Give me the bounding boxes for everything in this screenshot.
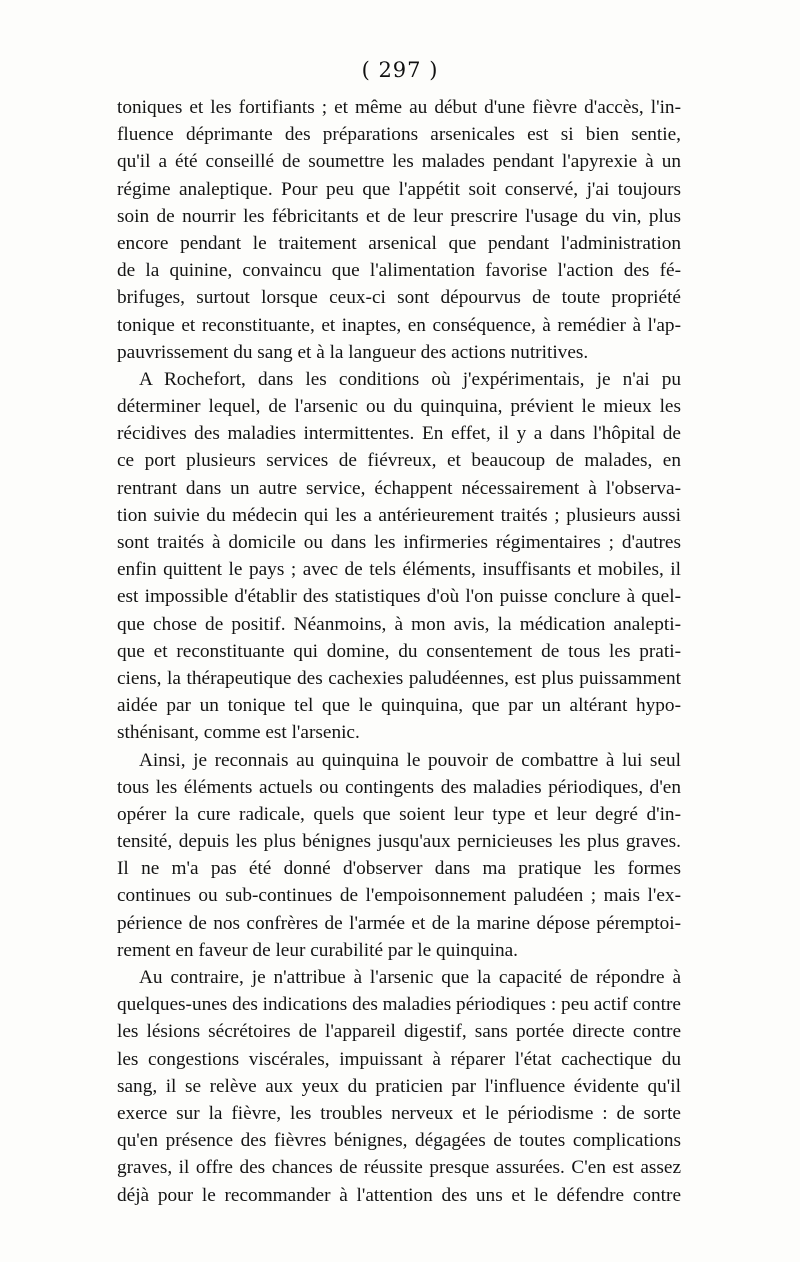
text-line: sang, il se relève aux yeux du praticien par l'influence évidente qu'il [117,1075,681,1097]
text-line: continues ou sub-continues de l'empoisonnement paludéen ; mais l'ex- [117,885,681,907]
text-line: que chose de positif. Néanmoins, à mon avis, la médication analepti- [117,613,681,635]
text-line: déterminer lequel, de l'arsenic ou du quinquina, prévient le mieux les [117,396,681,418]
text-line: brifuges, surtout lorsque ceux-ci sont dépourvus de toute propriété [117,287,681,309]
text-line: qu'il a été conseillé de soumettre les malades pendant l'apyrexie à un [117,151,681,173]
text-line: que et reconstituante qui domine, du consentement de tous les prati- [117,640,681,662]
text-line: soin de nourrir les fébricitants et de leur prescrire l'usage du vin, plus [117,205,681,227]
text-line: toniques et les fortifiants ; et même au début d'une fièvre d'accès, l'in- [117,97,681,118]
text-line: ciens, la thérapeutique des cachexies paludéennes, est plus puissamment [117,667,681,689]
text-line: déjà pour le recommander à l'attention des uns et le défendre contre [117,1184,681,1206]
text-line: sont traités à domicile ou dans les infirmeries régimentaires ; d'autres [117,532,681,553]
text-line: Il ne m'a pas été donné d'observer dans ma pratique les formes [117,858,681,880]
text-line: tensité, depuis les plus bénignes jusqu'aux pernicieuses les plus graves. [117,831,681,853]
paragraph-start-line: A Rochefort, dans les conditions où j'expérimentais, je n'ai pu [139,368,681,390]
text-line: périence de nos confrères de l'armée et de la marine dépose péremptoi- [117,912,681,934]
text-line: encore pendant le traitement arsenical que pendant l'administration [117,232,681,254]
text-line: récidives des maladies intermittentes. En effet, il y a dans l'hôpital de [117,423,681,445]
text-line: qu'en présence des fièvres bénignes, dégagées de toutes complications [117,1130,681,1152]
paragraph-end-line: sthénisant, comme est l'arsenic. [117,722,360,744]
page-number: ( 297 ) [361,58,439,82]
text-line: quelques-unes des indications des maladies périodiques : peu actif contre [117,994,681,1016]
text-line: aidée par un tonique tel que le quinquina, que par un altérant hypo- [117,695,681,717]
text-line: les lésions sécrétoires de l'appareil digestif, sans portée directe contre [117,1021,681,1043]
text-line: ce port plusieurs services de fiévreux, et beaucoup de malades, en [117,450,681,472]
body-text [117,94,681,1209]
paragraph-start-line: Ainsi, je reconnais au quinquina le pouvoir de combattre à lui seul [139,749,681,771]
text-line: tion suivie du médecin qui les a antérieurement traités ; plusieurs aussi [117,504,681,526]
text-line: opérer la cure radicale, quels que soient leur type et leur degré d'in- [117,803,681,825]
text-line: régime analeptique. Pour peu que l'appétit soit conservé, j'ai toujours [117,178,681,200]
text-line: de la quinine, convaincu que l'alimentation favorise l'action des fé- [117,260,681,282]
paragraph-end-line: pauvrissement du sang et à la langueur des actions nutritives. [117,341,589,363]
text-line: rentrant dans un autre service, échappent nécessairement à l'observa- [117,477,681,499]
text-line: les congestions viscérales, impuissant à réparer l'état cachectique du [117,1048,681,1070]
paragraph-end-line: rement en faveur de leur curabilité par le quinquina. [117,939,518,961]
paragraph-start-line: Au contraire, je n'attribue à l'arsenic que la capacité de répondre à [139,967,681,988]
text-line: tous les éléments actuels ou contingents des maladies périodiques, d'en [117,776,681,798]
text-line: enfin quittent le pays ; avec de tels éléments, insuffisants et mobiles, il [117,559,681,581]
text-line: est impossible d'établir des statistiques d'où l'on puisse conclure à quel- [117,586,681,608]
text-line: tonique et reconstituante, et inaptes, en conséquence, à remédier à l'ap- [117,314,681,336]
text-line: fluence déprimante des préparations arsenicales est si bien sentie, [117,124,681,146]
text-line: exerce sur la fièvre, les troubles nerveux et le périodisme : de sorte [117,1102,681,1124]
text-line: graves, il offre des chances de réussite presque assurées. C'en est assez [117,1157,681,1179]
